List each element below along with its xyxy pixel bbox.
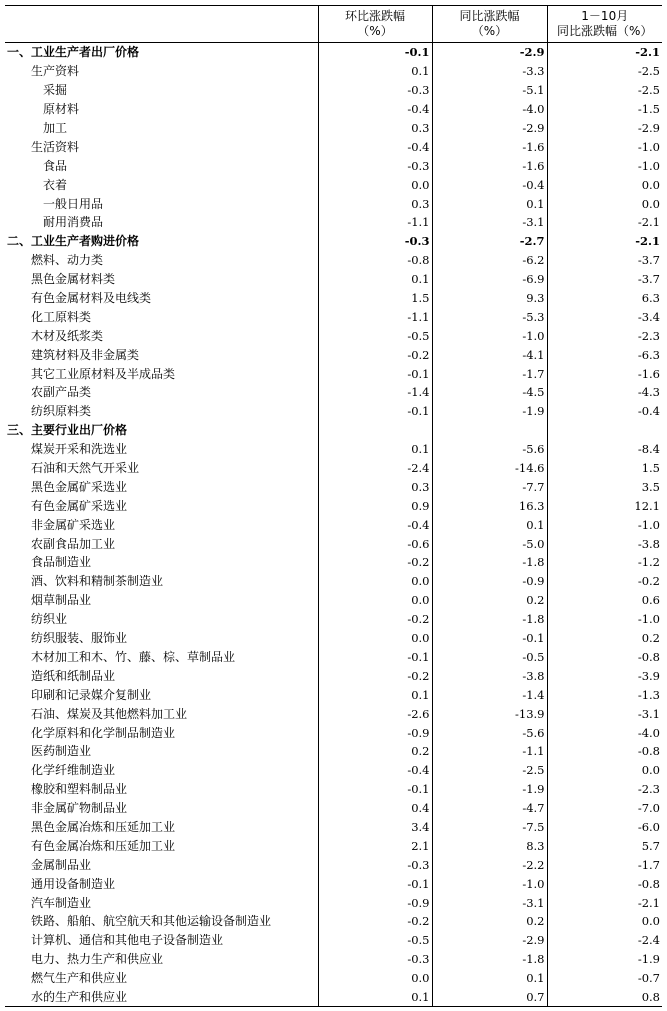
row-yoy-cell: -0.5 — [432, 648, 547, 667]
row-name-cell: 黑色金属矿采选业 — [31, 479, 128, 494]
table-row — [5, 610, 662, 629]
row-mom-cell: 0.0 — [318, 175, 432, 194]
row-yoy-cell: -4.7 — [432, 799, 547, 818]
row-name-cell: 原材料 — [43, 102, 80, 117]
row-name-cell: 非金属矿采选业 — [31, 517, 116, 532]
row-mom-cell: -0.3 — [318, 81, 432, 100]
row-mom-cell: -0.1 — [318, 43, 432, 62]
row-yoy-cell: -4.0 — [432, 100, 547, 119]
row-yoy-cell: -0.4 — [432, 175, 547, 194]
table-body — [5, 43, 662, 1007]
row-name-cell: 食品 — [43, 158, 68, 173]
row-mom-cell: -0.4 — [318, 100, 432, 119]
table-row — [5, 893, 662, 912]
row-ytd-cell: 1.5 — [547, 459, 662, 478]
table-row — [5, 251, 662, 270]
table-row — [5, 421, 662, 440]
table-row — [5, 591, 662, 610]
row-mom-cell: -0.9 — [318, 893, 432, 912]
table-row — [5, 818, 662, 837]
row-ytd-cell: -2.1 — [547, 893, 662, 912]
row-yoy-cell: 0.2 — [432, 912, 547, 931]
row-yoy-cell: -5.6 — [432, 440, 547, 459]
row-yoy-cell: -3.8 — [432, 666, 547, 685]
header-yoy-line2: （%） — [471, 24, 508, 38]
table-row — [5, 477, 662, 496]
row-name-cell: 烟草制品业 — [31, 593, 92, 608]
row-yoy-cell: 0.1 — [432, 194, 547, 213]
row-name-cell: 生产资料 — [31, 64, 80, 79]
table-row — [5, 81, 662, 100]
table-row — [5, 402, 662, 421]
row-ytd-cell: -1.0 — [547, 610, 662, 629]
row-ytd-cell: -2.9 — [547, 119, 662, 138]
row-name-cell: 衣着 — [43, 177, 68, 192]
row-mom-cell: 0.0 — [318, 591, 432, 610]
row-mom-cell: -0.8 — [318, 251, 432, 270]
row-mom-cell — [318, 421, 432, 440]
row-yoy-cell: -1.4 — [432, 685, 547, 704]
row-mom-cell: -1.1 — [318, 213, 432, 232]
row-mom-cell: -1.4 — [318, 383, 432, 402]
row-yoy-cell: -2.2 — [432, 855, 547, 874]
row-mom-cell: -0.2 — [318, 553, 432, 572]
table-row — [5, 723, 662, 742]
row-mom-cell: -0.3 — [318, 950, 432, 969]
row-mom-cell: -0.6 — [318, 534, 432, 553]
table-row — [5, 836, 662, 855]
row-name-cell: 非金属矿物制品业 — [31, 801, 128, 816]
table-row — [5, 156, 662, 175]
row-ytd-cell: 0.2 — [547, 629, 662, 648]
row-ytd-cell: -1.9 — [547, 950, 662, 969]
row-mom-cell: -0.2 — [318, 610, 432, 629]
row-yoy-cell: 0.2 — [432, 591, 547, 610]
table-row — [5, 912, 662, 931]
row-name-cell: 石油和天然气开采业 — [31, 461, 140, 476]
row-ytd-cell: -0.4 — [547, 402, 662, 421]
row-name-cell: 医药制造业 — [31, 744, 92, 759]
row-mom-cell: -0.1 — [318, 874, 432, 893]
row-name-cell: 印刷和记录媒介复制业 — [31, 687, 152, 702]
table-row — [5, 704, 662, 723]
table-row — [5, 969, 662, 988]
row-name-cell: 农副食品加工业 — [31, 536, 116, 551]
row-mom-cell: -1.1 — [318, 307, 432, 326]
row-mom-cell: -0.4 — [318, 137, 432, 156]
row-ytd-cell: 12.1 — [547, 496, 662, 515]
table-row — [5, 780, 662, 799]
row-yoy-cell: -1.7 — [432, 364, 547, 383]
table-row — [5, 43, 662, 62]
row-ytd-cell: -2.1 — [547, 213, 662, 232]
row-yoy-cell: -1.9 — [432, 402, 547, 421]
header-yoy — [432, 6, 547, 43]
header-ytd-line1: 1－10月 — [581, 9, 629, 23]
row-yoy-cell: -13.9 — [432, 704, 547, 723]
row-mom-cell: 3.4 — [318, 818, 432, 837]
row-name-cell: 黑色金属材料类 — [31, 272, 116, 287]
row-name-cell: 一般日用品 — [43, 196, 104, 211]
row-ytd-cell: 3.5 — [547, 477, 662, 496]
row-yoy-cell: -1.0 — [432, 326, 547, 345]
table-row — [5, 950, 662, 969]
row-ytd-cell: -0.8 — [547, 648, 662, 667]
row-ytd-cell: 6.3 — [547, 289, 662, 308]
row-yoy-cell: -2.5 — [432, 761, 547, 780]
row-yoy-cell: -14.6 — [432, 459, 547, 478]
row-ytd-cell: -2.4 — [547, 931, 662, 950]
row-mom-cell: -0.4 — [318, 515, 432, 534]
table-row — [5, 648, 662, 667]
row-name-cell: 三、主要行业出厂价格 — [7, 423, 128, 438]
header-ytd — [547, 6, 662, 43]
row-ytd-cell: 0.0 — [547, 761, 662, 780]
row-yoy-cell: 8.3 — [432, 836, 547, 855]
row-name-cell: 计算机、通信和其他电子设备制造业 — [31, 933, 224, 948]
row-ytd-cell: -3.4 — [547, 307, 662, 326]
row-yoy-cell: -0.1 — [432, 629, 547, 648]
row-ytd-cell: -1.0 — [547, 137, 662, 156]
row-mom-cell: 0.3 — [318, 119, 432, 138]
row-yoy-cell: -6.9 — [432, 270, 547, 289]
row-mom-cell: -0.2 — [318, 666, 432, 685]
row-ytd-cell: -0.2 — [547, 572, 662, 591]
row-yoy-cell: -7.5 — [432, 818, 547, 837]
header-mom-line2: （%） — [357, 24, 393, 38]
table-row — [5, 496, 662, 515]
row-name-cell: 石油、煤炭及其他燃料加工业 — [31, 706, 188, 721]
row-name-cell: 燃气生产和供应业 — [31, 971, 128, 986]
row-mom-cell: 0.3 — [318, 477, 432, 496]
row-yoy-cell: -3.1 — [432, 893, 547, 912]
row-ytd-cell: -3.8 — [547, 534, 662, 553]
row-ytd-cell: -3.7 — [547, 251, 662, 270]
row-mom-cell: 0.0 — [318, 629, 432, 648]
row-ytd-cell: -2.5 — [547, 62, 662, 81]
row-ytd-cell: 0.6 — [547, 591, 662, 610]
table-row — [5, 685, 662, 704]
row-yoy-cell: -1.1 — [432, 742, 547, 761]
row-ytd-cell: -8.4 — [547, 440, 662, 459]
table-row — [5, 213, 662, 232]
row-mom-cell: 0.4 — [318, 799, 432, 818]
row-ytd-cell: -3.1 — [547, 704, 662, 723]
row-name-cell: 化学原料和化学制品制造业 — [31, 725, 176, 740]
row-mom-cell: 0.0 — [318, 572, 432, 591]
row-mom-cell: -0.1 — [318, 402, 432, 421]
row-name-cell: 采掘 — [43, 83, 68, 98]
row-mom-cell: -0.5 — [318, 326, 432, 345]
header-ytd-line2: 同比涨跌幅（%） — [557, 24, 653, 38]
row-mom-cell: 0.1 — [318, 440, 432, 459]
row-ytd-cell: -7.0 — [547, 799, 662, 818]
table-row — [5, 364, 662, 383]
row-mom-cell: -0.9 — [318, 723, 432, 742]
table-row — [5, 383, 662, 402]
row-name-cell: 造纸和纸制品业 — [31, 668, 116, 683]
table-row — [5, 137, 662, 156]
row-name-cell: 金属制品业 — [31, 857, 92, 872]
row-name-cell: 黑色金属冶炼和压延加工业 — [31, 819, 176, 834]
row-yoy-cell — [432, 421, 547, 440]
table-row — [5, 855, 662, 874]
row-name-cell: 建筑材料及非金属类 — [31, 347, 140, 362]
row-mom-cell: -0.1 — [318, 780, 432, 799]
row-name-cell: 纺织业 — [31, 612, 68, 627]
table-row — [5, 175, 662, 194]
row-mom-cell: -0.3 — [318, 855, 432, 874]
row-name-cell: 一、工业生产者出厂价格 — [7, 45, 140, 60]
row-name-cell: 其它工业原材料及半成品类 — [31, 366, 176, 381]
row-name-cell: 食品制造业 — [31, 555, 92, 570]
row-ytd-cell: -1.5 — [547, 100, 662, 119]
row-yoy-cell: -5.6 — [432, 723, 547, 742]
table-row — [5, 931, 662, 950]
row-ytd-cell: -1.7 — [547, 855, 662, 874]
row-yoy-cell: 0.1 — [432, 515, 547, 534]
row-ytd-cell: -0.8 — [547, 742, 662, 761]
row-yoy-cell: -2.7 — [432, 232, 547, 251]
table-row — [5, 345, 662, 364]
table-row — [5, 62, 662, 81]
table-row — [5, 270, 662, 289]
row-yoy-cell: -1.9 — [432, 780, 547, 799]
row-mom-cell: -0.2 — [318, 345, 432, 364]
row-mom-cell: 0.1 — [318, 685, 432, 704]
row-mom-cell: 0.9 — [318, 496, 432, 515]
row-yoy-cell: 0.7 — [432, 988, 547, 1007]
row-mom-cell: 0.1 — [318, 988, 432, 1007]
row-yoy-cell: -1.8 — [432, 610, 547, 629]
row-name-cell: 电力、热力生产和供应业 — [31, 952, 164, 967]
row-name-cell: 有色金属矿采选业 — [31, 498, 128, 513]
row-ytd-cell: -1.6 — [547, 364, 662, 383]
row-mom-cell: -0.1 — [318, 364, 432, 383]
row-yoy-cell: -1.8 — [432, 553, 547, 572]
table-row — [5, 307, 662, 326]
row-ytd-cell: -2.5 — [547, 81, 662, 100]
row-ytd-cell: 0.0 — [547, 175, 662, 194]
row-ytd-cell: -0.7 — [547, 969, 662, 988]
row-name-cell: 汽车制造业 — [31, 895, 92, 910]
row-mom-cell: 0.0 — [318, 969, 432, 988]
row-yoy-cell: -7.7 — [432, 477, 547, 496]
row-ytd-cell: -3.9 — [547, 666, 662, 685]
row-name-cell: 生活资料 — [31, 139, 80, 154]
row-mom-cell: -0.5 — [318, 931, 432, 950]
row-yoy-cell: 9.3 — [432, 289, 547, 308]
table-row — [5, 459, 662, 478]
row-name-cell: 二、工业生产者购进价格 — [7, 234, 140, 249]
row-name-cell: 化学纤维制造业 — [31, 763, 116, 778]
header-category — [5, 6, 318, 43]
price-index-table-sheet — [5, 5, 662, 1007]
row-mom-cell: -0.2 — [318, 912, 432, 931]
row-yoy-cell: -2.9 — [432, 43, 547, 62]
row-yoy-cell: -4.5 — [432, 383, 547, 402]
table-row — [5, 194, 662, 213]
row-ytd-cell: -1.2 — [547, 553, 662, 572]
row-mom-cell: -2.6 — [318, 704, 432, 723]
table-row — [5, 553, 662, 572]
table-header — [5, 6, 662, 43]
row-name-cell: 有色金属冶炼和压延加工业 — [31, 838, 176, 853]
table-row — [5, 515, 662, 534]
table-row — [5, 289, 662, 308]
row-ytd-cell: -1.0 — [547, 156, 662, 175]
row-name-cell: 化工原料类 — [31, 309, 92, 324]
row-yoy-cell: 16.3 — [432, 496, 547, 515]
row-yoy-cell: -3.3 — [432, 62, 547, 81]
row-name-cell: 纺织原料类 — [31, 404, 92, 419]
table-row — [5, 988, 662, 1007]
table-row — [5, 119, 662, 138]
row-yoy-cell: -5.0 — [432, 534, 547, 553]
row-name-cell: 木材及纸浆类 — [31, 328, 104, 343]
row-name-cell: 通用设备制造业 — [31, 876, 116, 891]
row-ytd-cell: -6.3 — [547, 345, 662, 364]
row-mom-cell: 1.5 — [318, 289, 432, 308]
row-name-cell: 酒、饮料和精制茶制造业 — [31, 574, 164, 589]
row-ytd-cell: -0.8 — [547, 874, 662, 893]
row-ytd-cell: -2.1 — [547, 232, 662, 251]
row-yoy-cell: -5.3 — [432, 307, 547, 326]
table-row — [5, 232, 662, 251]
row-ytd-cell: -2.3 — [547, 780, 662, 799]
row-name-cell: 水的生产和供应业 — [5, 988, 318, 1007]
row-ytd-cell: -2.3 — [547, 326, 662, 345]
row-ytd-cell: -2.1 — [547, 43, 662, 62]
table-row — [5, 629, 662, 648]
table-row — [5, 799, 662, 818]
row-mom-cell: -0.4 — [318, 761, 432, 780]
row-name-cell: 燃料、动力类 — [31, 253, 104, 268]
row-yoy-cell: -4.1 — [432, 345, 547, 364]
table-row — [5, 440, 662, 459]
row-mom-cell: 0.1 — [318, 62, 432, 81]
row-mom-cell: 2.1 — [318, 836, 432, 855]
row-mom-cell: 0.2 — [318, 742, 432, 761]
row-yoy-cell: -1.6 — [432, 137, 547, 156]
row-ytd-cell: 5.7 — [547, 836, 662, 855]
row-ytd-cell: -6.0 — [547, 818, 662, 837]
table-row — [5, 742, 662, 761]
row-name-cell: 耐用消费品 — [43, 215, 104, 230]
row-ytd-cell: -3.7 — [547, 270, 662, 289]
row-yoy-cell: -1.6 — [432, 156, 547, 175]
row-mom-cell: 0.1 — [318, 270, 432, 289]
row-yoy-cell: -6.2 — [432, 251, 547, 270]
row-mom-cell: -2.4 — [318, 459, 432, 478]
row-ytd-cell: 0.8 — [547, 988, 662, 1007]
row-ytd-cell: -1.3 — [547, 685, 662, 704]
row-yoy-cell: -5.1 — [432, 81, 547, 100]
row-yoy-cell: -2.9 — [432, 119, 547, 138]
row-mom-cell: -0.1 — [318, 648, 432, 667]
row-ytd-cell: 0.0 — [547, 194, 662, 213]
row-name-cell: 木材加工和木、竹、藤、棕、草制品业 — [31, 649, 236, 664]
header-mom — [318, 6, 432, 43]
row-name-cell: 农副产品类 — [31, 385, 92, 400]
row-name-cell: 煤炭开采和洗选业 — [31, 442, 128, 457]
row-name-cell: 纺织服装、服饰业 — [31, 631, 128, 646]
table-row — [5, 874, 662, 893]
row-name-cell: 有色金属材料及电线类 — [31, 291, 152, 306]
row-mom-cell: 0.3 — [318, 194, 432, 213]
row-yoy-cell: -2.9 — [432, 931, 547, 950]
row-yoy-cell: -3.1 — [432, 213, 547, 232]
row-name-cell: 铁路、船舶、航空航天和其他运输设备制造业 — [31, 914, 272, 929]
row-ytd-cell: 0.0 — [547, 912, 662, 931]
row-mom-cell: -0.3 — [318, 156, 432, 175]
row-yoy-cell: -1.0 — [432, 874, 547, 893]
row-ytd-cell: -4.3 — [547, 383, 662, 402]
row-mom-cell: -0.3 — [318, 232, 432, 251]
row-ytd-cell: -4.0 — [547, 723, 662, 742]
row-ytd-cell — [547, 421, 662, 440]
table-row — [5, 100, 662, 119]
row-yoy-cell: -1.8 — [432, 950, 547, 969]
table-row — [5, 326, 662, 345]
header-mom-line1: 环比涨跌幅 — [344, 9, 405, 23]
header-yoy-line1: 同比涨跌幅 — [459, 9, 520, 23]
row-ytd-cell: -1.0 — [547, 515, 662, 534]
row-name-cell: 加工 — [43, 121, 68, 135]
row-name-cell: 橡胶和塑料制品业 — [31, 782, 128, 797]
table-row — [5, 666, 662, 685]
row-yoy-cell: -0.9 — [432, 572, 547, 591]
table-row — [5, 761, 662, 780]
table-row — [5, 534, 662, 553]
table-row — [5, 572, 662, 591]
row-yoy-cell: 0.1 — [432, 969, 547, 988]
price-index-table — [5, 5, 662, 1007]
